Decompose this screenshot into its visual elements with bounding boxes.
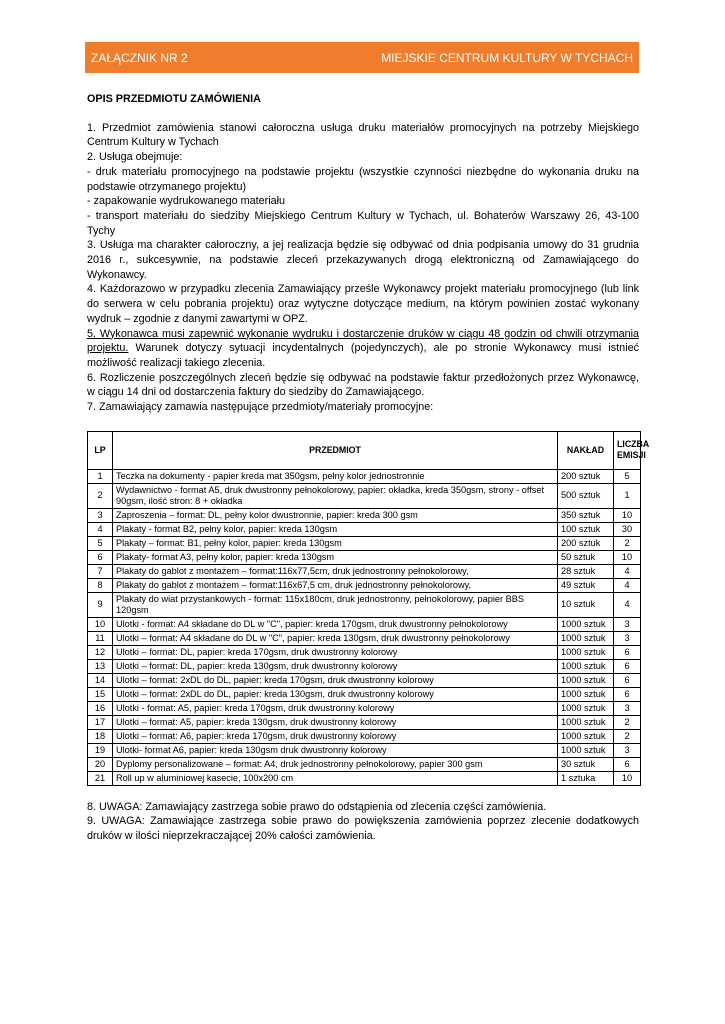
row-emissions: 6 <box>614 645 641 659</box>
table-row <box>88 645 641 659</box>
paragraph-2: 2. Usługa obejmuje: <box>87 151 183 164</box>
row-emissions: 3 <box>614 617 641 631</box>
header-emissions: LICZBA EMISJI <box>614 431 641 469</box>
row-qty: 1000 sztuk <box>558 701 614 715</box>
row-qty: 200 sztuk <box>558 469 614 483</box>
row-emissions: 10 <box>614 508 641 522</box>
paragraph-7: 7. Zamawiający zamawia następujące przedmioty/materiały promocyjne: <box>87 401 434 414</box>
row-item: Ulotki- format A6, papier: kreda 130gsm druk dwustronny kolorowy <box>113 743 558 757</box>
row-lp: 6 <box>88 550 113 564</box>
row-emissions: 3 <box>614 631 641 645</box>
row-qty: 1000 sztuk <box>558 645 614 659</box>
paragraph-5 <box>87 327 639 371</box>
table-row <box>88 564 641 578</box>
row-lp: 7 <box>88 564 113 578</box>
row-item: Zaproszenia – format: DL, pełny kolor dwustronnie, papier: kreda 300 gsm <box>113 508 558 522</box>
table-row <box>88 757 641 771</box>
paragraph-6: 6. Rozliczenie poszczególnych zleceń będzie się odbywać na podstawie faktur przedłożonych przez Wykonawcę, w ciągu 14 dni od dostarczenia faktury do siedziby do Zamawiającego. <box>87 371 639 399</box>
row-emissions: 3 <box>614 743 641 757</box>
row-qty: 1000 sztuk <box>558 617 614 631</box>
paragraph-1: 1. Przedmiot zamówienia stanowi całoroczna usługa druku materiałów promocyjnych na potrzeby Miejskiego Centrum Kultury w Tychach <box>87 121 639 149</box>
table-row <box>88 631 641 645</box>
paragraph-2c: - transport materiału do siedziby Miejskiego Centrum Kultury w Tychach, ul. Bohaterów Warszawy 26, 43-100 Tychy <box>87 209 639 237</box>
row-emissions: 1 <box>614 483 641 508</box>
row-emissions: 2 <box>614 715 641 729</box>
row-lp: 4 <box>88 522 113 536</box>
row-item: Teczka na dokumenty - papier kreda mat 350gsm, pełny kolor jednostronnie <box>113 469 558 483</box>
header-qty: NAKŁAD <box>558 431 614 469</box>
table-row <box>88 550 641 564</box>
row-emissions: 6 <box>614 659 641 673</box>
row-lp: 14 <box>88 673 113 687</box>
row-lp: 19 <box>88 743 113 757</box>
row-item: Ulotki – format: DL, papier: kreda 170gsm, druk dwustronny kolorowy <box>113 645 558 659</box>
note-8: 8. UWAGA: Zamawiający zastrzega sobie prawo do odstąpienia od zlecenia części zamówienia. <box>87 800 547 813</box>
row-qty: 49 sztuk <box>558 578 614 592</box>
row-qty: 1000 sztuk <box>558 673 614 687</box>
items-table-body <box>88 469 641 785</box>
row-item: Plakaty do wiat przystankowych - format: 115x180cm, druk jednostronny, pełnokolorowy, papier BBS 120gsm <box>113 592 558 617</box>
row-lp: 15 <box>88 687 113 701</box>
row-emissions: 6 <box>614 673 641 687</box>
row-item: Plakaty do gablot z montażem – format:116x67,5 cm, druk jednostronny pełnokolorowy, <box>113 578 558 592</box>
row-lp: 2 <box>88 483 113 508</box>
row-emissions: 5 <box>614 469 641 483</box>
document-title: OPIS PRZEDMIOTU ZAMÓWIENIA <box>87 93 261 105</box>
row-item: Ulotki - format: A5, papier: kreda 170gsm, druk dwustronny kolorowy <box>113 701 558 715</box>
row-lp: 5 <box>88 536 113 550</box>
row-lp: 8 <box>88 578 113 592</box>
document-body <box>87 92 650 844</box>
row-item: Dyplomy personalizowane – format: A4, druk jednostronny pełnokolorowy, papier 300 gsm <box>113 757 558 771</box>
table-row <box>88 701 641 715</box>
row-emissions: 6 <box>614 757 641 771</box>
table-row <box>88 771 641 785</box>
row-qty: 1000 sztuk <box>558 729 614 743</box>
table-row <box>88 673 641 687</box>
row-qty: 1000 sztuk <box>558 631 614 645</box>
row-lp: 20 <box>88 757 113 771</box>
row-emissions: 4 <box>614 564 641 578</box>
note-9: 9. UWAGA: Zamawiające zastrzega sobie prawo do powiększenia zamówienia poprzez zlecenie dodatkowych druków w ilości nieprzekraczającej 20% całości zamówienia. <box>87 815 639 843</box>
header-lp: LP <box>88 431 113 469</box>
row-lp: 10 <box>88 617 113 631</box>
row-emissions: 4 <box>614 592 641 617</box>
header-left-text: ZAŁĄCZNIK NR 2 <box>91 50 188 65</box>
row-item: Ulotki – format: A5, papier: kreda 130gsm, druk dwustronny kolorowy <box>113 715 558 729</box>
table-row <box>88 578 641 592</box>
table-row <box>88 483 641 508</box>
row-lp: 16 <box>88 701 113 715</box>
header-item: PRZEDMIOT <box>113 431 558 469</box>
row-qty: 1000 sztuk <box>558 659 614 673</box>
row-item: Ulotki – format: A4 składane do DL w "C", papier: kreda 130gsm, druk dwustronny pełnokolorowy <box>113 631 558 645</box>
row-lp: 21 <box>88 771 113 785</box>
row-lp: 17 <box>88 715 113 729</box>
row-lp: 18 <box>88 729 113 743</box>
row-lp: 3 <box>88 508 113 522</box>
row-item: Plakaty- format A3, pełny kolor, papier: kreda 130gsm <box>113 550 558 564</box>
row-item: Ulotki – format: 2xDL do DL, papier: kreda 130gsm, druk dwustronny kolorowy <box>113 687 558 701</box>
table-row <box>88 536 641 550</box>
row-lp: 11 <box>88 631 113 645</box>
table-row <box>88 469 641 483</box>
row-emissions: 3 <box>614 701 641 715</box>
paragraph-5-underlined: 5. Wykonawca musi zapewnić wykonanie wydruku i dostarczenie druków w ciągu 48 godzin od chwili otrzymania projektu. <box>87 327 639 355</box>
row-qty: 10 sztuk <box>558 592 614 617</box>
paragraph-5-rest: Warunek dotyczy sytuacji incydentalnych (pojedynczych), ale po stronie Wykonawcy musi istnieć możliwość realizacji takiego zlecenia. <box>87 342 639 369</box>
row-qty: 50 sztuk <box>558 550 614 564</box>
row-qty: 1000 sztuk <box>558 715 614 729</box>
row-item: Wydawnictwo - format A5, druk dwustronny pełnokolorowy, papier: okładka, kreda 350gsm, strony - offset 90gsm, ilość stron: 8 + okładka <box>113 483 558 508</box>
row-lp: 9 <box>88 592 113 617</box>
row-item: Ulotki - format: A4 składane do DL w "C", papier: kreda 170gsm, druk dwustronny pełnokolorowy <box>113 617 558 631</box>
row-qty: 1 sztuka <box>558 771 614 785</box>
paragraph-2b: - zapakowanie wydrukowanego materiału <box>87 195 286 208</box>
row-qty: 100 sztuk <box>558 522 614 536</box>
row-qty: 200 sztuk <box>558 536 614 550</box>
table-row <box>88 729 641 743</box>
row-qty: 28 sztuk <box>558 564 614 578</box>
paragraph-2a: - druk materiału promocyjnego na podstawie projektu (wszystkie czynności niezbędne do wykonania druku na podstawie otrzymanego projektu) <box>87 165 639 193</box>
row-qty: 1000 sztuk <box>558 743 614 757</box>
row-item: Plakaty - format B2, pełny kolor, papier: kreda 130gsm <box>113 522 558 536</box>
table-row <box>88 715 641 729</box>
table-row <box>88 592 641 617</box>
page-header <box>85 42 639 73</box>
row-item: Ulotki – format: 2xDL do DL, papier: kreda 170gsm, druk dwustronny kolorowy <box>113 673 558 687</box>
row-emissions: 2 <box>614 536 641 550</box>
paragraph-4: 4. Każdorazowo w przypadku zlecenia Zamawiający prześle Wykonawcy projekt materiału promocyjnego (lub link do serwera w celu pobrania projektu) oraz wytyczne dotyczące medium, na którym powinien zostać wykonany wydruk – zgodnie z danymi zawartymi w OPZ. <box>87 283 639 325</box>
table-row <box>88 659 641 673</box>
row-item: Plakaty – format: B1, pełny kolor, papier: kreda 130gsm <box>113 536 558 550</box>
row-emissions: 2 <box>614 729 641 743</box>
row-qty: 500 sztuk <box>558 483 614 508</box>
row-item: Ulotki – format: DL, papier: kreda 130gsm, druk dwustronny kolorowy <box>113 659 558 673</box>
row-qty: 1000 sztuk <box>558 687 614 701</box>
paragraph-3: 3. Usługa ma charakter całoroczny, a jej realizacja będzie się odbywać od dnia podpisania umowy do 31 grudnia 2016 r., sukcesywnie, na podstawie zleceń przekazywanych drogą elektroniczną od Zamawiającego do Wykonawcy. <box>87 239 639 281</box>
row-emissions: 6 <box>614 687 641 701</box>
table-row <box>88 743 641 757</box>
row-lp: 1 <box>88 469 113 483</box>
row-item: Plakaty do gablot z montażem – format:116x77,5cm, druk jednostronny pełnokolorowy, <box>113 564 558 578</box>
notes <box>87 800 639 844</box>
row-qty: 350 sztuk <box>558 508 614 522</box>
table-row <box>88 508 641 522</box>
row-emissions: 30 <box>614 522 641 536</box>
row-lp: 13 <box>88 659 113 673</box>
table-row <box>88 687 641 701</box>
row-lp: 12 <box>88 645 113 659</box>
row-emissions: 10 <box>614 550 641 564</box>
items-table <box>87 431 650 786</box>
table-row <box>88 522 641 536</box>
row-item: Ulotki – format: A6, papier: kreda 170gsm, druk dwustronny kolorowy <box>113 729 558 743</box>
row-item: Roll up w aluminiowej kasecie, 100x200 cm <box>113 771 558 785</box>
row-emissions: 4 <box>614 578 641 592</box>
row-qty: 30 sztuk <box>558 757 614 771</box>
header-right-text: MIEJSKIE CENTRUM KULTURY W TYCHACH <box>381 50 633 65</box>
table-row <box>88 617 641 631</box>
row-emissions: 10 <box>614 771 641 785</box>
